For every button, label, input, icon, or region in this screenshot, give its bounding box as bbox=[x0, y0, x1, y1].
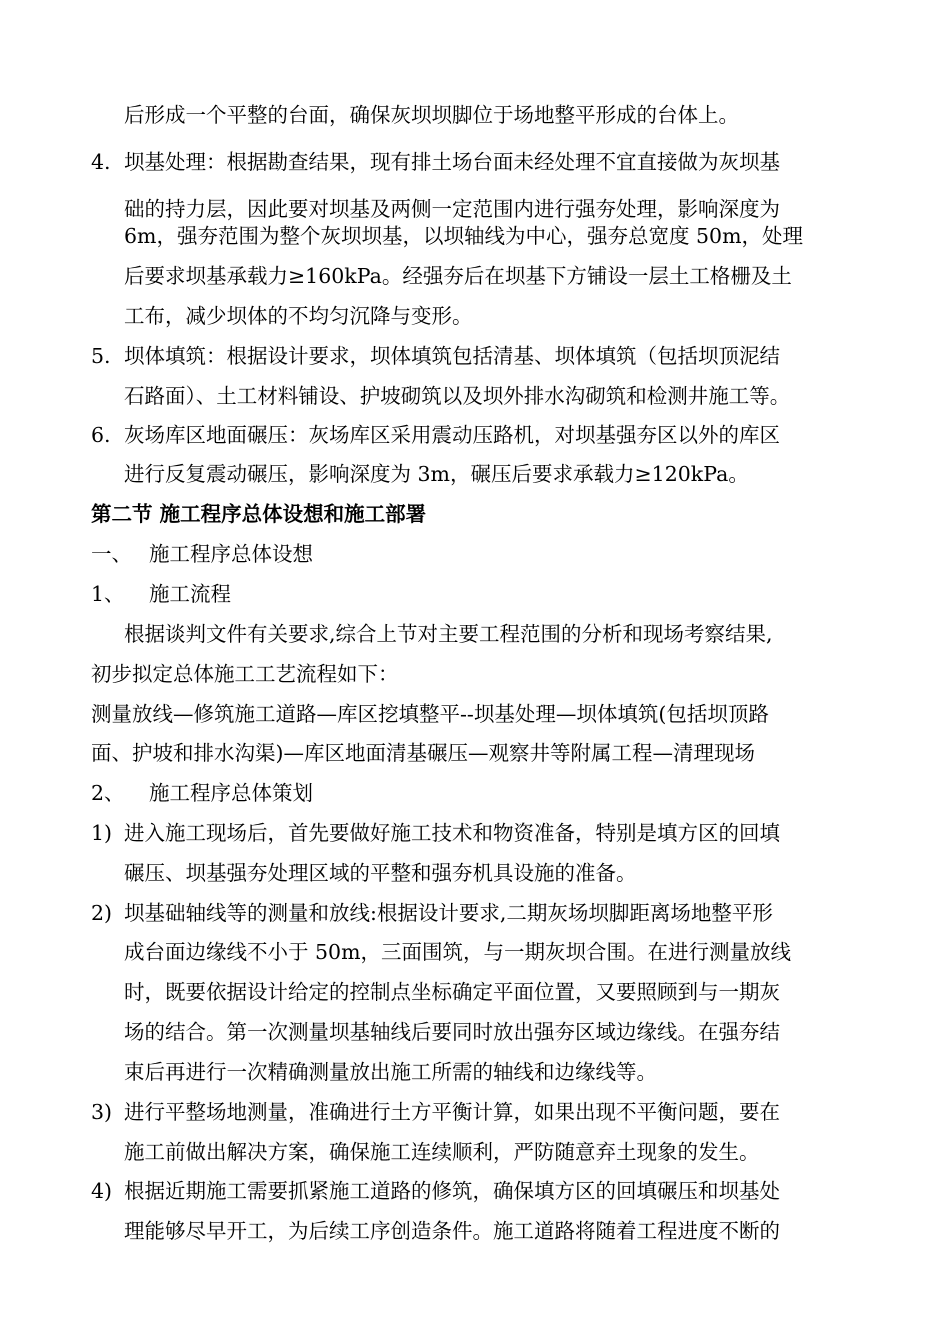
text-line: 后形成一个平整的台面，确保灰坝坝脚位于场地整平形成的台体上。 bbox=[124, 103, 739, 127]
text-line: 石路面）、土工材料铺设、护坡砌筑以及坝外排水沟砌筑和检测井施工等。 bbox=[124, 384, 791, 408]
text-line: 灰场库区地面碾压：灰场库区采用震动压路机，对坝基强夯区以外的库区 bbox=[124, 423, 780, 447]
list-number: 5. bbox=[91, 344, 111, 368]
text-line: 进行反复震动碾压，影响深度为 3m，碾压后要求承载力≥120kPa。 bbox=[124, 462, 749, 486]
text-line: 坝基础轴线等的测量和放线:根据设计要求,二期灰场坝脚距离场地整平形 bbox=[124, 901, 773, 925]
subsection-title: 施工程序总体策划 bbox=[149, 781, 313, 805]
text-line: 场的结合。第一次测量坝基轴线后要同时放出强夯区域边缘线。在强夯结 bbox=[124, 1020, 780, 1044]
list-number: 一、 bbox=[91, 542, 132, 566]
list-number: 3) bbox=[91, 1100, 113, 1124]
text-line: 理能够尽早开工，为后续工序创造条件。施工道路将随着工程进度不断的 bbox=[124, 1219, 780, 1243]
subsection-title: 施工程序总体设想 bbox=[149, 542, 313, 566]
text-line: 工布，减少坝体的不均匀沉降与变形。 bbox=[124, 304, 473, 328]
section-heading: 第二节 施工程序总体设想和施工部署 bbox=[91, 502, 427, 526]
text-line: 坝基处理：根据勘查结果，现有排土场台面未经处理不宜直接做为灰坝基 bbox=[124, 150, 780, 174]
text-line: 成台面边缘线不小于 50m，三面围筑，与一期灰坝合围。在进行测量放线 bbox=[124, 940, 792, 964]
text-line: 碾压、坝基强夯处理区域的平整和强夯机具设施的准备。 bbox=[124, 861, 637, 885]
list-number: 4. bbox=[91, 150, 111, 174]
list-number: 1) bbox=[91, 821, 113, 845]
list-number: 6. bbox=[91, 423, 111, 447]
text-line: 初步拟定总体施工工艺流程如下： bbox=[91, 662, 399, 686]
text-line: 进行平整场地测量，准确进行土方平衡计算，如果出现不平衡问题，要在 bbox=[124, 1100, 780, 1124]
list-number: 2、 bbox=[91, 781, 125, 805]
text-line: 根据近期施工需要抓紧施工道路的修筑，确保填方区的回填碾压和坝基处 bbox=[124, 1179, 780, 1203]
list-number: 2) bbox=[91, 901, 113, 925]
text-line: 面、护坡和排水沟渠)—库区地面清基碾压—观察井等附属工程—清理现场 bbox=[91, 741, 755, 765]
text-line: 后要求坝基承载力≥160kPa。经强夯后在坝基下方铺设一层土工格栅及土 bbox=[124, 264, 792, 288]
text-line: 坝体填筑：根据设计要求，坝体填筑包括清基、坝体填筑（包括坝顶泥结 bbox=[124, 344, 780, 368]
text-line: 时，既要依据设计给定的控制点坐标确定平面位置，又要照顾到与一期灰 bbox=[124, 980, 780, 1004]
text-line: 测量放线—修筑施工道路—库区挖填整平--坝基处理—坝体填筑(包括坝顶路 bbox=[91, 702, 769, 726]
list-number: 1、 bbox=[91, 582, 125, 606]
subsection-title: 施工流程 bbox=[149, 582, 231, 606]
text-line: 6m，强夯范围为整个灰坝坝基，以坝轴线为中心，强夯总宽度 50m，处理 bbox=[124, 224, 804, 248]
text-line: 施工前做出解决方案，确保施工连续顺利，严防随意弃土现象的发生。 bbox=[124, 1140, 760, 1164]
text-line: 础的持力层，因此要对坝基及两侧一定范围内进行强夯处理，影响深度为 bbox=[124, 197, 780, 221]
text-line: 进入施工现场后，首先要做好施工技术和物资准备，特别是填方区的回填 bbox=[124, 821, 780, 845]
text-line: 束后再进行一次精确测量放出施工所需的轴线和边缘线等。 bbox=[124, 1060, 657, 1084]
text-line: 根据谈判文件有关要求,综合上节对主要工程范围的分析和现场考察结果, bbox=[124, 622, 773, 646]
list-number: 4) bbox=[91, 1179, 113, 1203]
